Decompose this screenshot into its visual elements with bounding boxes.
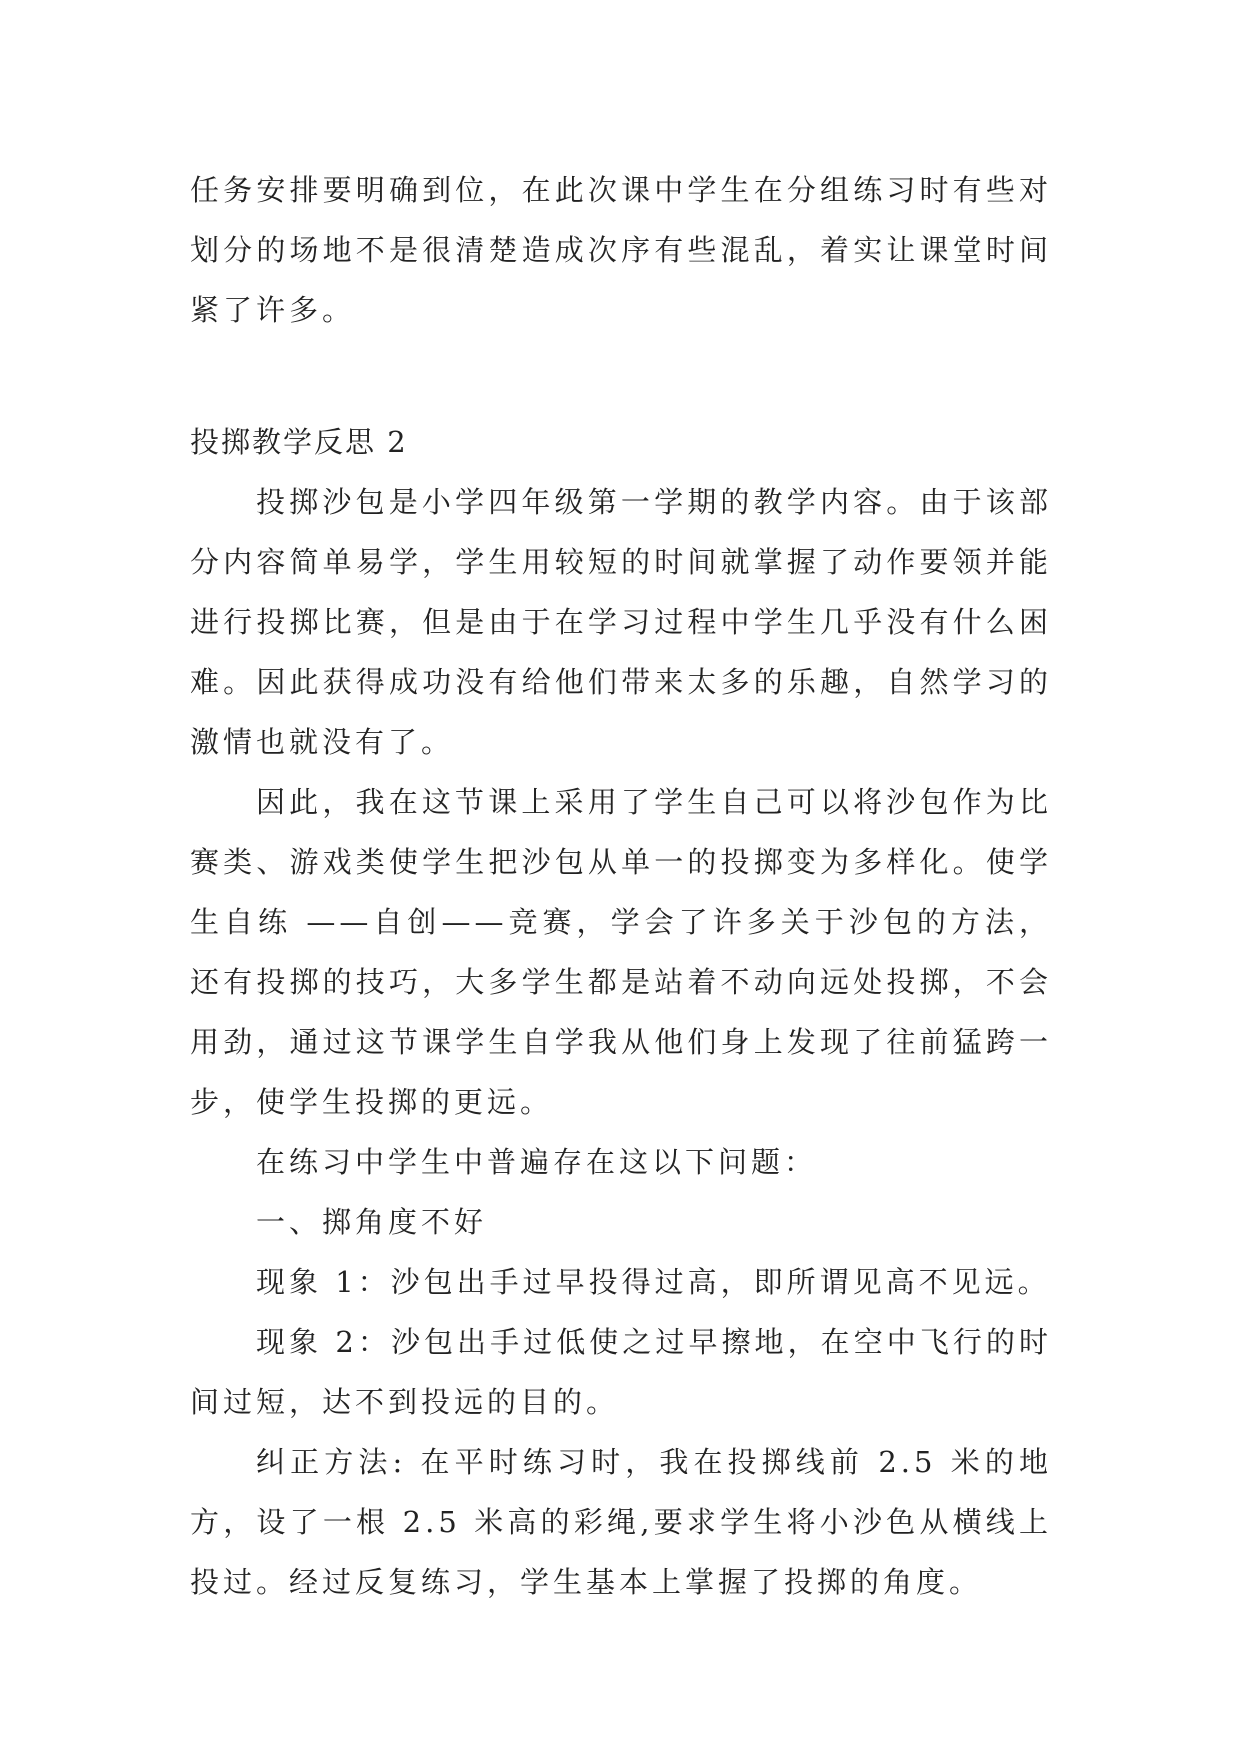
section-heading: 投掷教学反思 2	[190, 425, 408, 459]
document-body	[190, 160, 1052, 1612]
list-item-heading: 一、掷角度不好	[256, 1205, 488, 1239]
paragraph-continuation: 任务安排要明确到位，在此次课中学生在分组练习时有些对划分的场地不是很清楚造成次序有些混乱，着实让课堂时间紧了许多。	[190, 173, 1052, 327]
phenomenon-1: 现象 1：沙包出手过早投得过高，即所谓见高不见远。	[256, 1265, 1051, 1299]
correction-method: 纠正方法: 在平时练习时，我在投掷线前 2.5 米的地方，设了一根 2.5 米高的彩绳,要求学生将小沙色从横线上投过。经过反复练习，学生基本上掌握了投掷的角度。	[190, 1445, 1052, 1599]
paragraph-intro: 投掷沙包是小学四年级第一学期的教学内容。由于该部分内容简单易学，学生用较短的时间就掌握了动作要领并能进行投掷比赛，但是由于在学习过程中学生几乎没有什么困难。因此获得成功没有给他们带来太多的乐趣，自然学习的激情也就没有了。	[190, 485, 1052, 759]
paragraph-method: 因此，我在这节课上采用了学生自己可以将沙包作为比赛类、游戏类使学生把沙包从单一的投掷变为多样化。使学生自练 ——自创——竞赛，学会了许多关于沙包的方法，还有投掷的技巧，大多学生都是站着不动向远处投掷，不会用劲，通过这节课学生自学我从他们身上发现了往前猛跨一步，使学生投掷的更远。	[190, 785, 1052, 1119]
paragraph-problems: 在练习中学生中普遍存在这以下问题：	[256, 1145, 818, 1179]
phenomenon-2: 现象 2：沙包出手过低使之过早擦地，在空中飞行的时间过短，达不到投远的目的。	[190, 1325, 1052, 1419]
